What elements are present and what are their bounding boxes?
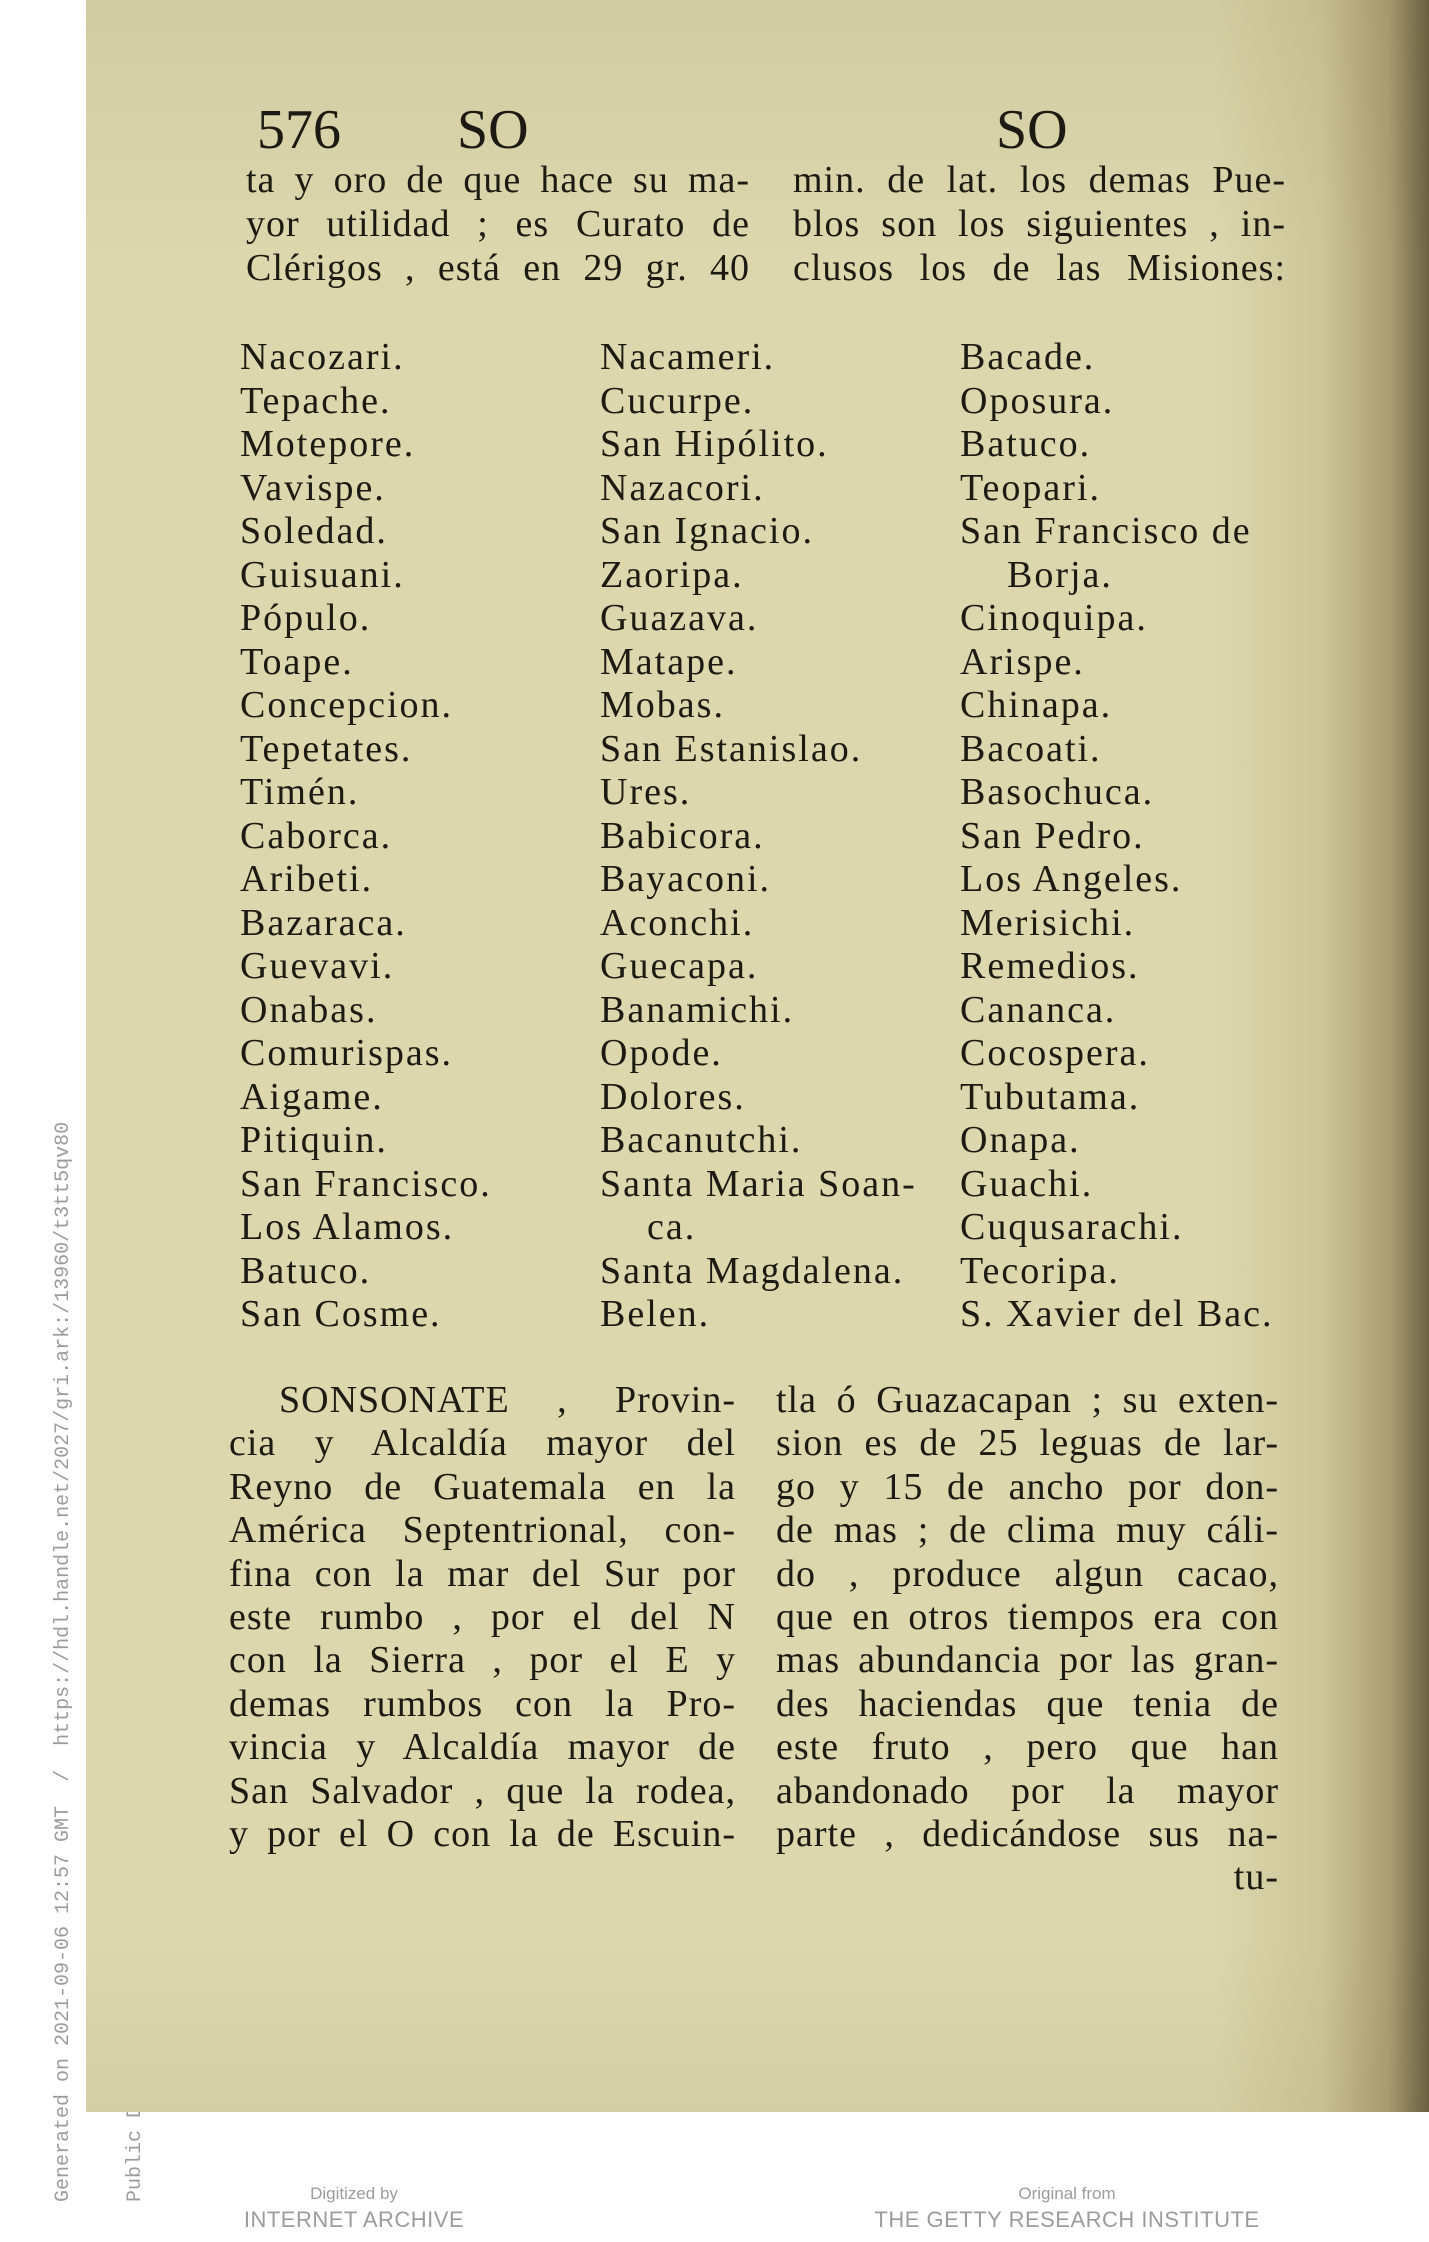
running-head-left: SO	[457, 99, 529, 161]
pueblo-entry: Toape.	[240, 640, 354, 683]
pueblo-entry: Onabas.	[240, 988, 378, 1031]
pueblo-entry: Remedios.	[960, 945, 1140, 987]
pueblo-entry: Aconchi.	[600, 901, 755, 944]
pueblo-entry: Babicora.	[600, 814, 765, 857]
pueblo-entry: Matape.	[600, 640, 738, 683]
pueblo-entry: Guecapa.	[600, 945, 759, 987]
pueblo-entry: Cucurpe.	[600, 379, 755, 422]
pueblo-entry: Nazacori.	[600, 466, 765, 509]
pueblo-entry: Chinapa.	[960, 684, 1113, 726]
pueblo-entry: S. Xavier del Bac.	[960, 1293, 1274, 1335]
intro-text-line: blos son los siguientes , in-	[793, 203, 1286, 245]
sonsonate-text-line: de mas ; de clima muy cáli-	[776, 1509, 1279, 1552]
digitized-by-name: INTERNET ARCHIVE	[243, 2207, 465, 2232]
sonsonate-text-line: mas abundancia por las gran-	[776, 1639, 1279, 1682]
sonsonate-text-line: Reyno de Guatemala en la	[229, 1465, 736, 1508]
pueblo-entry: Pópulo.	[240, 597, 372, 639]
intro-text-line: ta y oro de que hace su ma-	[246, 159, 750, 201]
pueblo-entry: Ures.	[600, 771, 692, 813]
pueblo-entry: Merisichi.	[960, 901, 1136, 944]
pueblo-entry: Cinoquipa.	[960, 597, 1148, 639]
intro-text-line: Clérigos , está en 29 gr. 40	[246, 247, 750, 289]
page-number: 576	[257, 99, 341, 161]
pueblo-entry: Batuco.	[240, 1249, 372, 1292]
pueblo-column-2	[600, 336, 960, 1337]
intro-text-line: clusos los de las Misiones:	[793, 247, 1286, 289]
pueblo-entry: ca.	[647, 1206, 697, 1248]
sonsonate-text-line: y por el O con la de Escuin-	[229, 1812, 736, 1855]
pueblo-entry: Santa Maria Soan-	[600, 1162, 917, 1205]
sonsonate-text-line: tu-	[1233, 1856, 1279, 1899]
pueblo-entry: Guisuani.	[240, 553, 405, 596]
pueblo-entry: Basochuca.	[960, 771, 1155, 813]
sonsonate-text-line: fina con la mar del Sur por	[229, 1552, 736, 1595]
sonsonate-text-line: tla ó Guazacapan ; su exten-	[776, 1379, 1279, 1421]
pueblo-entry: Mobas.	[600, 684, 725, 726]
pueblo-entry: San Francisco de	[960, 510, 1252, 552]
intro-text-line: min. de lat. los demas Pue-	[793, 159, 1286, 201]
intro-right-column	[793, 158, 1286, 290]
sonsonate-text-line: este fruto , pero que han	[776, 1726, 1279, 1769]
pueblo-entry: Nacameri.	[600, 336, 776, 378]
pueblo-column-1	[240, 336, 600, 1337]
sonsonate-text-line: América Septentrional, con-	[229, 1509, 736, 1552]
sonsonate-text-line: SONSONATE , Provin-	[279, 1379, 736, 1421]
pueblo-entry: Onapa.	[960, 1119, 1081, 1161]
pueblo-entry: San Estanislao.	[600, 727, 863, 770]
pueblo-entry: Vavispe.	[240, 466, 386, 509]
pueblo-entry: Motepore.	[240, 423, 416, 465]
pueblo-entry: Santa Magdalena.	[600, 1249, 905, 1292]
pueblo-entry: Cuqusarachi.	[960, 1206, 1184, 1248]
pueblo-entry: Bacade.	[960, 336, 1096, 378]
sonsonate-text-line: con la Sierra , por el E y	[229, 1639, 736, 1682]
pueblo-entry: Aigame.	[240, 1075, 384, 1118]
running-head-right: SO	[996, 99, 1068, 161]
pueblo-entry: Batuco.	[960, 423, 1092, 465]
pueblo-entry: San Cosme.	[240, 1293, 442, 1335]
pueblo-entry: Opode.	[600, 1032, 723, 1074]
pueblo-entry: Tubutama.	[960, 1075, 1141, 1118]
intro-left-column	[246, 158, 750, 290]
pueblo-entry: Borja.	[1007, 553, 1113, 596]
sonsonate-left-column	[229, 1379, 736, 1856]
sonsonate-right-column	[776, 1379, 1279, 1900]
pueblo-entry: Guachi.	[960, 1162, 1094, 1205]
pueblo-entry: Arispe.	[960, 640, 1085, 683]
pueblo-entry: San Ignacio.	[600, 510, 814, 552]
generated-notice: Generated on 2021-09-06 12:57 GMT / https://hdl.handle.net/2027/gri.ark:/13960/t3tt5qv80	[52, 1121, 75, 2202]
pueblo-entry: Bazaraca.	[240, 901, 407, 944]
pueblo-entry: Bacanutchi.	[600, 1119, 803, 1161]
intro-text-line: yor utilidad ; es Curato de	[246, 203, 750, 245]
pueblo-entry: Guevavi.	[240, 945, 395, 987]
sonsonate-text-line: este rumbo , por el del N	[229, 1595, 736, 1638]
pueblo-entry: Cananca.	[960, 988, 1117, 1031]
pueblo-entry: Soledad.	[240, 510, 388, 552]
sonsonate-text-line: sion es de 25 leguas de lar-	[776, 1422, 1279, 1465]
pueblo-entry: Zaoripa.	[600, 553, 744, 596]
pueblo-entry: Dolores.	[600, 1075, 746, 1118]
book-page	[86, 0, 1429, 2112]
sonsonate-text-line: demas rumbos con la Pro-	[229, 1682, 736, 1725]
sonsonate-text-line: San Salvador , que la rodea,	[229, 1769, 736, 1812]
pueblo-entry: Pitiquin.	[240, 1119, 388, 1161]
sonsonate-text-line: abandonado por la mayor	[776, 1769, 1279, 1812]
pueblo-entry: Banamichi.	[600, 988, 795, 1031]
pueblo-entry: Timén.	[240, 771, 360, 813]
pueblo-entry: Tecoripa.	[960, 1249, 1120, 1292]
pueblo-entry: Guazava.	[600, 597, 759, 639]
pueblo-entry: Tepetates.	[240, 727, 413, 770]
pueblo-entry: Aribeti.	[240, 858, 374, 900]
pueblo-entry: Belen.	[600, 1293, 711, 1335]
pueblo-entry: Oposura.	[960, 379, 1115, 422]
original-from-label: Original from	[1018, 2184, 1116, 2203]
pueblo-entry: Cocospera.	[960, 1032, 1150, 1074]
digitized-by-credit	[204, 2182, 504, 2234]
sonsonate-text-line: cia y Alcaldía mayor del	[229, 1422, 736, 1465]
sonsonate-text-line: do , produce algun cacao,	[776, 1552, 1279, 1595]
pueblo-entry: San Francisco.	[240, 1162, 492, 1205]
pueblo-entry: San Pedro.	[960, 814, 1145, 857]
pueblo-entry: Caborca.	[240, 814, 393, 857]
pueblo-entry: Concepcion.	[240, 684, 454, 726]
original-from-credit	[817, 2182, 1317, 2234]
pueblo-entry: Los Alamos.	[240, 1206, 455, 1248]
sonsonate-text-line: go y 15 de ancho por don-	[776, 1465, 1279, 1508]
pueblo-entry: Nacozari.	[240, 336, 405, 378]
sonsonate-text-line: que en otros tiempos era con	[776, 1595, 1279, 1638]
pueblo-entry: Tepache.	[240, 379, 392, 422]
sonsonate-text-line: parte , dedicándose sus na-	[776, 1812, 1279, 1855]
pueblo-entry: Teopari.	[960, 466, 1102, 509]
pueblo-entry: Bayaconi.	[600, 858, 772, 900]
pueblo-entry: Comurispas.	[240, 1032, 454, 1074]
sonsonate-text-line: vincia y Alcaldía mayor de	[229, 1726, 736, 1769]
sonsonate-text-line: des haciendas que tenia de	[776, 1682, 1279, 1725]
pueblo-entry: Bacoati.	[960, 727, 1102, 770]
original-from-name: THE GETTY RESEARCH INSTITUTE	[874, 2207, 1260, 2232]
digitized-by-label: Digitized by	[310, 2184, 398, 2203]
pueblo-column-3	[960, 336, 1380, 1337]
pueblo-entry: Los Angeles.	[960, 858, 1183, 900]
pueblo-entry: San Hipólito.	[600, 423, 829, 465]
